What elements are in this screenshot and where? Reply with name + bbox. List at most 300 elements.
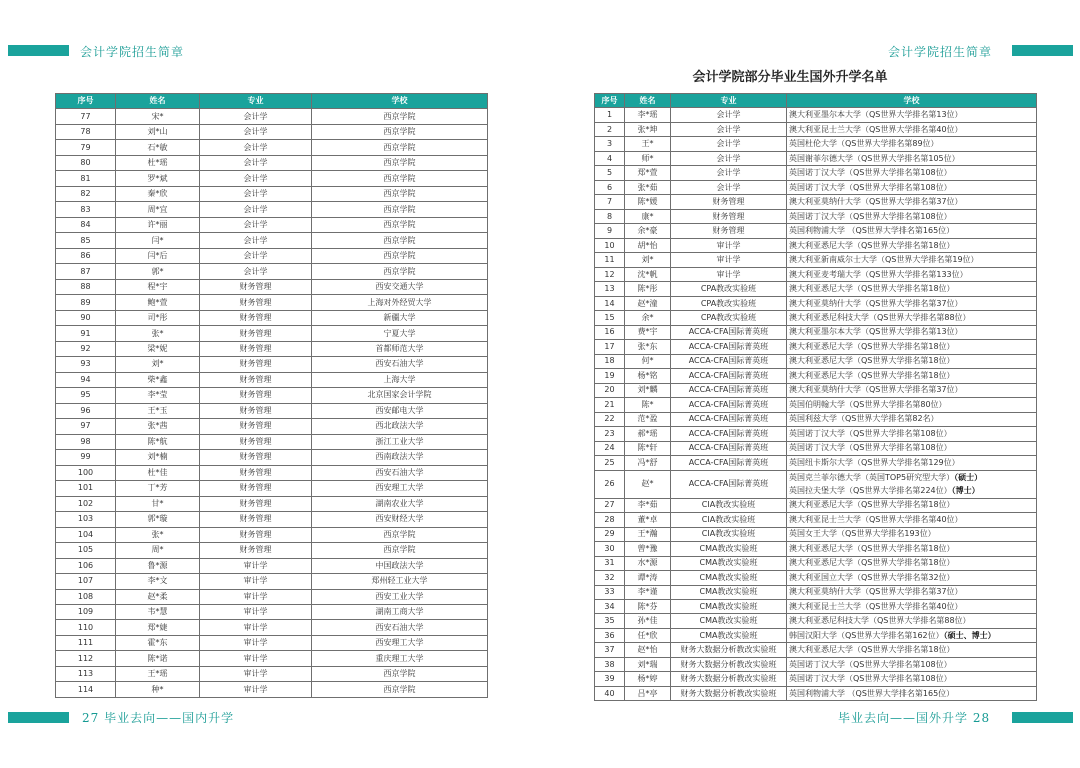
cell-major: 财务管理 [200, 357, 312, 372]
cell-major: 审计学 [671, 253, 787, 267]
cell-major: 财务管理 [200, 512, 312, 527]
cell-no: 36 [595, 628, 625, 642]
cell-school: 西京学院 [312, 124, 488, 139]
cell-name: 杨*铭 [625, 369, 671, 383]
table-row [595, 470, 1037, 498]
cell-no: 23 [595, 427, 625, 441]
cell-no: 26 [595, 470, 625, 498]
table-row [595, 456, 1037, 470]
cell-school: 澳大利亚悉尼大学（QS世界大学排名第18位） [787, 369, 1037, 383]
cell-school: 西北政法大学 [312, 419, 488, 434]
cell-school: 澳大利亚莫纳什大学（QS世界大学排名第37位） [787, 585, 1037, 599]
footer-right: 毕业去向——国外升学 28 [838, 711, 991, 725]
cell-major: ACCA-CFA国际菁英班 [671, 456, 787, 470]
cell-name: 陈*媛 [625, 195, 671, 209]
table-row [595, 340, 1037, 354]
cell-major: CMA教改实验班 [671, 614, 787, 628]
cell-name: 赵*柔 [116, 589, 200, 604]
cell-school: 西京学院 [312, 186, 488, 201]
school-line [789, 484, 1036, 498]
cell-name: 陈*诺 [116, 651, 200, 666]
cell-school: 澳大利亚新南威尔士大学（QS世界大学排名第19位） [787, 253, 1037, 267]
cell-no: 2 [595, 122, 625, 136]
cell-major: 财务管理 [200, 465, 312, 480]
cell-school: 英国诺丁汉大学（QS世界大学排名第108位） [787, 672, 1037, 686]
cell-no: 92 [56, 341, 116, 356]
cell-major: CMA教改实验班 [671, 628, 787, 642]
cell-no: 33 [595, 585, 625, 599]
cell-school: 中国政法大学 [312, 558, 488, 573]
cell-no: 94 [56, 372, 116, 387]
cell-school [787, 470, 1037, 498]
footer-left: 27 毕业去向——国内升学 [82, 711, 235, 725]
cell-school: 西京学院 [312, 666, 488, 681]
col-header-major: 专业 [200, 94, 312, 109]
cell-school: 浙江工业大学 [312, 434, 488, 449]
cell-school: 西京学院 [312, 248, 488, 263]
cell-name: 司*彤 [116, 310, 200, 325]
cell-no: 27 [595, 498, 625, 512]
cell-name: 韦*慧 [116, 604, 200, 619]
cell-school: 澳大利亚昆士兰大学（QS世界大学排名第40位） [787, 513, 1037, 527]
cell-no: 98 [56, 434, 116, 449]
header-title-left: 会计学院招生简章 [80, 45, 185, 59]
table-row [56, 140, 488, 155]
table-row [595, 686, 1037, 700]
cell-school: 澳大利亚悉尼科技大学（QS世界大学排名第88位） [787, 311, 1037, 325]
cell-no: 93 [56, 357, 116, 372]
cell-name: 丁*芳 [116, 481, 200, 496]
table-row [595, 643, 1037, 657]
cell-school: 英国利物浦大学 （QS世界大学排名第165位） [787, 224, 1037, 238]
cell-school: 澳大利亚昆士兰大学（QS世界大学排名第40位） [787, 122, 1037, 136]
cell-major: 财务管理 [200, 310, 312, 325]
table-row [56, 186, 488, 201]
cell-name: 范*盈 [625, 412, 671, 426]
cell-no: 79 [56, 140, 116, 155]
cell-school: 澳大利亚悉尼大学（QS世界大学排名第18位） [787, 340, 1037, 354]
cell-name: 赵* [625, 470, 671, 498]
cell-major: 审计学 [671, 238, 787, 252]
cell-school: 英国女王大学（QS世界大学排名193位） [787, 527, 1037, 541]
cell-name: 王*瀚 [625, 527, 671, 541]
cell-school: 澳大利亚墨尔本大学（QS世界大学排名第13位） [787, 108, 1037, 122]
cell-major: 财务大数据分析教改实验班 [671, 686, 787, 700]
cell-no: 20 [595, 383, 625, 397]
cell-name: 郭* [116, 264, 200, 279]
cell-name: 陈*轩 [625, 441, 671, 455]
cell-major: 财务管理 [200, 419, 312, 434]
cell-no: 80 [56, 155, 116, 170]
table-row [595, 253, 1037, 267]
header-bar-left [8, 45, 69, 56]
cell-no: 106 [56, 558, 116, 573]
cell-school: 澳大利亚莫纳什大学（QS世界大学排名第37位） [787, 296, 1037, 310]
cell-no: 5 [595, 166, 625, 180]
col-header-major: 专业 [671, 94, 787, 108]
cell-school: 英国诺丁汉大学（QS世界大学排名第108位） [787, 209, 1037, 223]
cell-school: 澳大利亚莫纳什大学（QS世界大学排名第37位） [787, 195, 1037, 209]
cell-name: 赵*怡 [625, 643, 671, 657]
cell-no: 34 [595, 599, 625, 613]
table-row [56, 496, 488, 511]
degree-label: （硕士） [954, 472, 983, 482]
cell-name: 杜*佳 [116, 465, 200, 480]
cell-name: 郑*婕 [116, 620, 200, 635]
cell-name: 张*东 [625, 340, 671, 354]
cell-name: 陈* [625, 398, 671, 412]
table-row [595, 354, 1037, 368]
cell-no: 105 [56, 543, 116, 558]
cell-major: 会计学 [200, 233, 312, 248]
cell-no: 7 [595, 195, 625, 209]
cell-major: ACCA-CFA国际菁英班 [671, 354, 787, 368]
cell-name: 何* [625, 354, 671, 368]
cell-major: CPA教改实验班 [671, 296, 787, 310]
cell-no: 84 [56, 217, 116, 232]
cell-major: 财务管理 [671, 195, 787, 209]
cell-name: 余* [625, 311, 671, 325]
cell-major: 财务管理 [200, 403, 312, 418]
cell-major: 会计学 [200, 140, 312, 155]
cell-no: 104 [56, 527, 116, 542]
cell-name: 陈*航 [116, 434, 200, 449]
cell-no: 82 [56, 186, 116, 201]
cell-name: 闫*后 [116, 248, 200, 263]
cell-name: 郑*萱 [625, 166, 671, 180]
cell-name: 李*茹 [625, 498, 671, 512]
cell-name: 余*豪 [625, 224, 671, 238]
cell-school: 澳大利亚悉尼大学（QS世界大学排名第18位） [787, 556, 1037, 570]
col-header-school: 学校 [787, 94, 1037, 108]
cell-name: 梁*妮 [116, 341, 200, 356]
cell-major: 财务管理 [200, 295, 312, 310]
cell-school: 西京学院 [312, 233, 488, 248]
cell-no: 100 [56, 465, 116, 480]
degree-label: （博士） [951, 486, 980, 496]
cell-major: 会计学 [671, 122, 787, 136]
cell-name: 刘*山 [116, 124, 200, 139]
cell-school: 西安财经大学 [312, 512, 488, 527]
table-row [56, 589, 488, 604]
table-row [56, 419, 488, 434]
cell-name: 王* [625, 137, 671, 151]
table-row [56, 264, 488, 279]
col-header-no: 序号 [595, 94, 625, 108]
cell-no: 29 [595, 527, 625, 541]
table-row [56, 620, 488, 635]
cell-major: 财务大数据分析教改实验班 [671, 672, 787, 686]
col-header-name: 姓名 [116, 94, 200, 109]
school-name: 英国拉夫堡大学（QS世界大学排名第224位） [789, 486, 952, 496]
cell-no: 35 [595, 614, 625, 628]
cell-school: 澳大利亚悉尼大学（QS世界大学排名第18位） [787, 498, 1037, 512]
cell-no: 13 [595, 282, 625, 296]
cell-major: 会计学 [200, 217, 312, 232]
cell-no: 39 [595, 672, 625, 686]
table-row [595, 614, 1037, 628]
cell-major: CMA教改实验班 [671, 571, 787, 585]
cell-name: 谭*涛 [625, 571, 671, 585]
cell-school: 英国谢菲尔德大学（QS世界大学排名第105位） [787, 151, 1037, 165]
cell-major: 财务管理 [200, 434, 312, 449]
table-row [56, 109, 488, 124]
cell-no: 99 [56, 450, 116, 465]
cell-no: 111 [56, 635, 116, 650]
cell-name: 罗*斌 [116, 171, 200, 186]
table-row [595, 180, 1037, 194]
cell-school: 首都师范大学 [312, 341, 488, 356]
table-row [56, 635, 488, 650]
table-row [595, 151, 1037, 165]
cell-no: 1 [595, 108, 625, 122]
cell-school: 西安理工大学 [312, 635, 488, 650]
cell-no: 97 [56, 419, 116, 434]
cell-no: 38 [595, 657, 625, 671]
cell-name: 费*宇 [625, 325, 671, 339]
table-row [595, 556, 1037, 570]
cell-no: 112 [56, 651, 116, 666]
cell-major: 财务管理 [200, 450, 312, 465]
cell-major: 审计学 [671, 267, 787, 281]
table-row [595, 209, 1037, 223]
cell-major: CIA教改实验班 [671, 527, 787, 541]
cell-no: 4 [595, 151, 625, 165]
cell-major: 会计学 [200, 155, 312, 170]
cell-major: 会计学 [200, 186, 312, 201]
cell-major: CPA教改实验班 [671, 311, 787, 325]
cell-school: 澳大利亚昆士兰大学（QS世界大学排名第40位） [787, 599, 1037, 613]
cell-school: 英国利兹大学（QS世界大学排名第82名） [787, 412, 1037, 426]
cell-name: 张* [116, 527, 200, 542]
cell-major: CPA教改实验班 [671, 282, 787, 296]
cell-no: 88 [56, 279, 116, 294]
table-row [56, 124, 488, 139]
cell-no: 87 [56, 264, 116, 279]
domestic-admission-table [55, 93, 488, 698]
header-title-right: 会计学院招生简章 [888, 45, 993, 59]
table-row [56, 341, 488, 356]
cell-no: 15 [595, 311, 625, 325]
cell-school: 西京学院 [312, 140, 488, 155]
cell-no: 18 [595, 354, 625, 368]
cell-no: 107 [56, 574, 116, 589]
table-row [56, 248, 488, 263]
cell-major: ACCA-CFA国际菁英班 [671, 369, 787, 383]
cell-major: 财务管理 [200, 372, 312, 387]
cell-school: 英国诺丁汉大学（QS世界大学排名第108位） [787, 657, 1037, 671]
table-row [595, 267, 1037, 281]
cell-school: 宁夏大学 [312, 326, 488, 341]
table-row [56, 651, 488, 666]
cell-name: 杨*婷 [625, 672, 671, 686]
cell-school: 西京学院 [312, 109, 488, 124]
table-row [595, 238, 1037, 252]
table-row [56, 279, 488, 294]
cell-no: 17 [595, 340, 625, 354]
cell-name: 宋* [116, 109, 200, 124]
table-row [595, 398, 1037, 412]
cell-name: 沈*帆 [625, 267, 671, 281]
cell-name: 周* [116, 543, 200, 558]
cell-no: 16 [595, 325, 625, 339]
cell-major: CMA教改实验班 [671, 542, 787, 556]
cell-name: 赵*潼 [625, 296, 671, 310]
cell-name: 冯*舒 [625, 456, 671, 470]
cell-no: 95 [56, 388, 116, 403]
cell-no: 110 [56, 620, 116, 635]
cell-name: 陈*彤 [625, 282, 671, 296]
cell-major: 审计学 [200, 635, 312, 650]
cell-school: 英国杜伦大学（QS世界大学排名第89位） [787, 137, 1037, 151]
cell-major: 会计学 [200, 202, 312, 217]
cell-major: 会计学 [671, 166, 787, 180]
table-row [595, 441, 1037, 455]
school-name: 韩国汉阳大学（QS世界大学排名第162位） [789, 630, 944, 640]
cell-school: 湖南农业大学 [312, 496, 488, 511]
cell-school: 重庆理工大学 [312, 651, 488, 666]
cell-no: 19 [595, 369, 625, 383]
cell-major: ACCA-CFA国际菁英班 [671, 441, 787, 455]
cell-major: 审计学 [200, 682, 312, 697]
cell-no: 25 [595, 456, 625, 470]
cell-no: 3 [595, 137, 625, 151]
cell-name: 秦*欣 [116, 186, 200, 201]
cell-major: 会计学 [200, 264, 312, 279]
cell-major: 审计学 [200, 620, 312, 635]
cell-school: 英国利物浦大学 （QS世界大学排名第165位） [787, 686, 1037, 700]
table-row [595, 542, 1037, 556]
cell-school: 澳大利亚悉尼大学（QS世界大学排名第18位） [787, 354, 1037, 368]
table-body [56, 109, 488, 697]
cell-name: 李*文 [116, 574, 200, 589]
cell-major: CIA教改实验班 [671, 498, 787, 512]
cell-school: 北京国家会计学院 [312, 388, 488, 403]
table-row [56, 543, 488, 558]
cell-no: 77 [56, 109, 116, 124]
cell-school: 郑州轻工业大学 [312, 574, 488, 589]
cell-major: 财务管理 [200, 341, 312, 356]
cell-name: 张*茹 [625, 180, 671, 194]
cell-major: 财务管理 [671, 209, 787, 223]
table-row [595, 122, 1037, 136]
cell-no: 90 [56, 310, 116, 325]
cell-name: 李*莹 [116, 388, 200, 403]
cell-no: 22 [595, 412, 625, 426]
cell-name: 师* [625, 151, 671, 165]
cell-name: 王*瑶 [116, 666, 200, 681]
table-body [595, 108, 1037, 701]
cell-school: 西京学院 [312, 527, 488, 542]
cell-school: 澳大利亚麦考瑞大学（QS世界大学排名第133位） [787, 267, 1037, 281]
cell-no: 32 [595, 571, 625, 585]
cell-no: 14 [595, 296, 625, 310]
cell-no: 12 [595, 267, 625, 281]
table-row [56, 512, 488, 527]
cell-name: 曾*豫 [625, 542, 671, 556]
cell-major: 财务管理 [200, 326, 312, 341]
cell-major: 审计学 [200, 651, 312, 666]
cell-name: 郭*璇 [116, 512, 200, 527]
cell-name: 刘* [116, 357, 200, 372]
cell-no: 31 [595, 556, 625, 570]
col-header-name: 姓名 [625, 94, 671, 108]
cell-major: 会计学 [200, 109, 312, 124]
header-bar-right [1012, 45, 1073, 56]
cell-school: 西安交通大学 [312, 279, 488, 294]
cell-school: 英国诺丁汉大学（QS世界大学排名第108位） [787, 427, 1037, 441]
cell-major: 财务管理 [200, 543, 312, 558]
table-row [595, 427, 1037, 441]
cell-school: 上海大学 [312, 372, 488, 387]
cell-name: 刘*麟 [625, 383, 671, 397]
cell-no: 8 [595, 209, 625, 223]
cell-major: ACCA-CFA国际菁英班 [671, 325, 787, 339]
table-row [595, 108, 1037, 122]
page-title: 会计学院部分毕业生国外升学名单 [692, 70, 888, 85]
cell-major: 会计学 [671, 151, 787, 165]
table-row [595, 571, 1037, 585]
cell-major: CMA教改实验班 [671, 556, 787, 570]
table-row [595, 599, 1037, 613]
cell-school: 英国诺丁汉大学（QS世界大学排名第108位） [787, 441, 1037, 455]
cell-school: 澳大利亚国立大学（QS世界大学排名第32位） [787, 571, 1037, 585]
cell-no: 86 [56, 248, 116, 263]
cell-major: 审计学 [200, 666, 312, 681]
cell-name: 刘* [625, 253, 671, 267]
cell-major: ACCA-CFA国际菁英班 [671, 398, 787, 412]
cell-school: 西京学院 [312, 543, 488, 558]
cell-major: ACCA-CFA国际菁英班 [671, 340, 787, 354]
cell-name: 郝*瑶 [625, 427, 671, 441]
cell-no: 109 [56, 604, 116, 619]
table-row [56, 310, 488, 325]
cell-school: 澳大利亚悉尼大学（QS世界大学排名第18位） [787, 643, 1037, 657]
cell-major: 财务管理 [200, 527, 312, 542]
table-row [595, 311, 1037, 325]
cell-name: 柴*鑫 [116, 372, 200, 387]
cell-school: 英国纽卡斯尔大学（QS世界大学排名第129位） [787, 456, 1037, 470]
cell-name: 周*宜 [116, 202, 200, 217]
overseas-admission-table [594, 93, 1037, 701]
table-row [595, 672, 1037, 686]
cell-no: 28 [595, 513, 625, 527]
cell-name: 李*谨 [625, 585, 671, 599]
cell-name: 霍*东 [116, 635, 200, 650]
col-header-school: 学校 [312, 94, 488, 109]
cell-major: 审计学 [200, 604, 312, 619]
cell-major: 财务管理 [200, 481, 312, 496]
table-row [595, 296, 1037, 310]
table-row [56, 202, 488, 217]
cell-major: 审计学 [200, 558, 312, 573]
cell-name: 董*卓 [625, 513, 671, 527]
cell-no: 101 [56, 481, 116, 496]
cell-no: 108 [56, 589, 116, 604]
cell-no: 78 [56, 124, 116, 139]
cell-no: 114 [56, 682, 116, 697]
table-row [56, 295, 488, 310]
table-row [595, 224, 1037, 238]
table-row [56, 574, 488, 589]
cell-major: ACCA-CFA国际菁英班 [671, 470, 787, 498]
cell-name: 水*源 [625, 556, 671, 570]
table-row [56, 666, 488, 681]
cell-school: 西安工业大学 [312, 589, 488, 604]
cell-school: 西京学院 [312, 171, 488, 186]
table-header-row [595, 94, 1037, 108]
cell-name: 鲁*源 [116, 558, 200, 573]
